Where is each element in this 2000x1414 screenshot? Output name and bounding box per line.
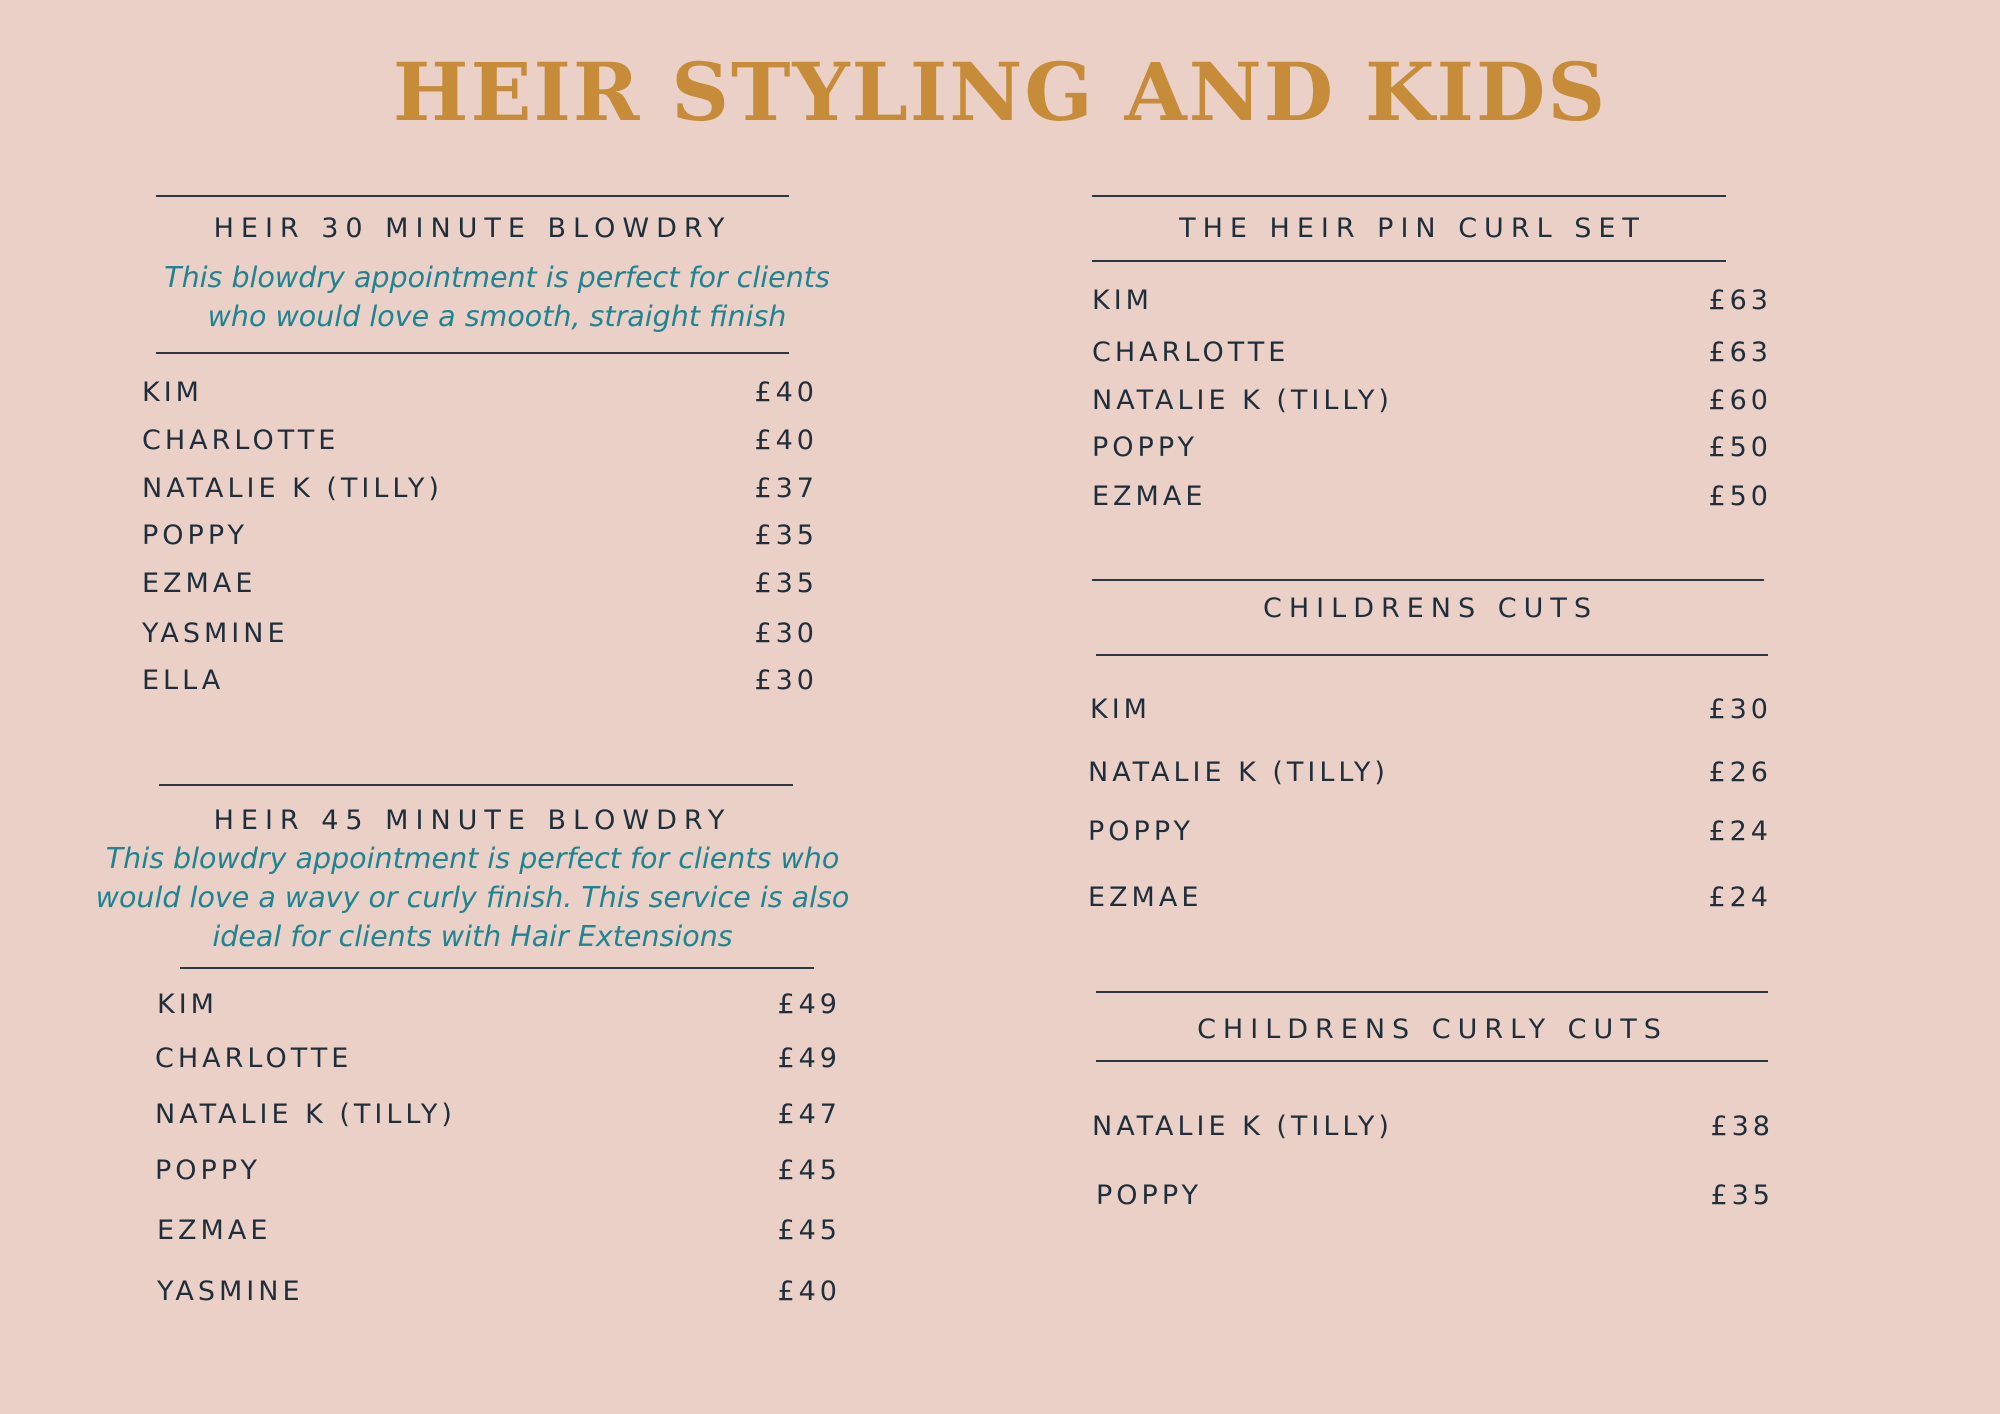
section-description: This blowdry appointment is perfect for clients who would love a smooth, straight finish <box>164 261 830 333</box>
price: £45 <box>777 1155 841 1186</box>
price: £35 <box>754 520 818 551</box>
price-row <box>1092 480 1772 514</box>
price: £37 <box>754 473 818 504</box>
stylist-name: POPPY <box>1096 1180 1202 1211</box>
stylist-name: KIM <box>157 989 218 1020</box>
price: £30 <box>1708 694 1772 725</box>
price-row <box>142 519 818 553</box>
price-row <box>1090 693 1772 727</box>
stylist-name: KIM <box>1092 285 1153 316</box>
stylist-name: ELLA <box>142 665 225 696</box>
price-row <box>142 424 818 458</box>
price-row <box>142 664 818 698</box>
divider <box>1092 260 1726 262</box>
stylist-name: YASMINE <box>142 618 289 649</box>
price: £60 <box>1708 385 1772 416</box>
section-title: HEIR 45 MINUTE BLOWDRY <box>213 805 732 836</box>
section-title: CHILDRENS CUTS <box>1263 593 1598 624</box>
price: £35 <box>754 568 818 599</box>
price: £24 <box>1708 882 1772 913</box>
section-title: THE HEIR PIN CURL SET <box>1179 213 1646 244</box>
stylist-name: CHARLOTTE <box>1092 337 1290 368</box>
divider <box>1096 1060 1768 1062</box>
price: £40 <box>754 425 818 456</box>
price-row <box>1092 336 1772 370</box>
price: £30 <box>754 618 818 649</box>
price: £38 <box>1710 1111 1774 1142</box>
stylist-name: POPPY <box>155 1155 261 1186</box>
price-row <box>155 1154 841 1188</box>
price: £49 <box>777 1043 841 1074</box>
divider <box>1092 195 1726 197</box>
stylist-name: EZMAE <box>142 568 257 599</box>
price: £40 <box>754 377 818 408</box>
price: £50 <box>1708 481 1772 512</box>
price-row <box>1088 881 1772 915</box>
divider <box>159 784 793 786</box>
price: £40 <box>777 1276 841 1307</box>
price-row <box>155 1042 841 1076</box>
stylist-name: POPPY <box>142 520 248 551</box>
price: £49 <box>777 989 841 1020</box>
price-row <box>142 617 818 651</box>
price: £24 <box>1708 816 1772 847</box>
divider <box>1092 579 1764 581</box>
price-row <box>1088 756 1772 790</box>
price: £45 <box>777 1215 841 1246</box>
stylist-name: NATALIE K (TILLY) <box>1092 1111 1393 1142</box>
stylist-name: KIM <box>1090 694 1151 725</box>
price: £30 <box>754 665 818 696</box>
price-row <box>157 1214 841 1248</box>
divider <box>1096 654 1768 656</box>
stylist-name: EZMAE <box>1092 481 1207 512</box>
stylist-name: YASMINE <box>157 1276 304 1307</box>
section-title: HEIR 30 MINUTE BLOWDRY <box>213 213 732 244</box>
divider <box>156 352 789 354</box>
price: £47 <box>777 1099 841 1130</box>
stylist-name: POPPY <box>1088 816 1194 847</box>
divider <box>156 195 789 197</box>
stylist-name: EZMAE <box>157 1215 272 1246</box>
price-row <box>1092 384 1772 418</box>
divider <box>1096 991 1768 993</box>
section-title: CHILDRENS CURLY CUTS <box>1197 1014 1668 1045</box>
stylist-name: NATALIE K (TILLY) <box>155 1099 456 1130</box>
price-row <box>155 1098 841 1132</box>
price-row <box>142 567 818 601</box>
stylist-name: CHARLOTTE <box>142 425 340 456</box>
page-title: HEIR STYLING AND KIDS <box>392 45 1608 139</box>
price: £63 <box>1708 337 1772 368</box>
price-row <box>1092 1110 1774 1144</box>
price: £26 <box>1708 757 1772 788</box>
price-row <box>1096 1179 1774 1213</box>
price: £50 <box>1708 432 1772 463</box>
price-row <box>157 1275 841 1309</box>
stylist-name: CHARLOTTE <box>155 1043 353 1074</box>
price: £35 <box>1710 1180 1774 1211</box>
price-row <box>142 376 818 410</box>
price: £63 <box>1708 285 1772 316</box>
stylist-name: KIM <box>142 377 203 408</box>
price-row <box>1088 815 1772 849</box>
price-row <box>1092 431 1772 465</box>
stylist-name: NATALIE K (TILLY) <box>1088 757 1389 788</box>
stylist-name: NATALIE K (TILLY) <box>142 473 443 504</box>
divider <box>180 967 814 969</box>
stylist-name: EZMAE <box>1088 882 1203 913</box>
price-row <box>142 472 818 506</box>
stylist-name: POPPY <box>1092 432 1198 463</box>
price-row <box>1092 284 1772 318</box>
stylist-name: NATALIE K (TILLY) <box>1092 385 1393 416</box>
section-description: This blowdry appointment is perfect for clients who would love a wavy or curly finish. This service is also ideal for clients with Hair Extensions <box>95 842 850 953</box>
price-row <box>157 988 841 1022</box>
